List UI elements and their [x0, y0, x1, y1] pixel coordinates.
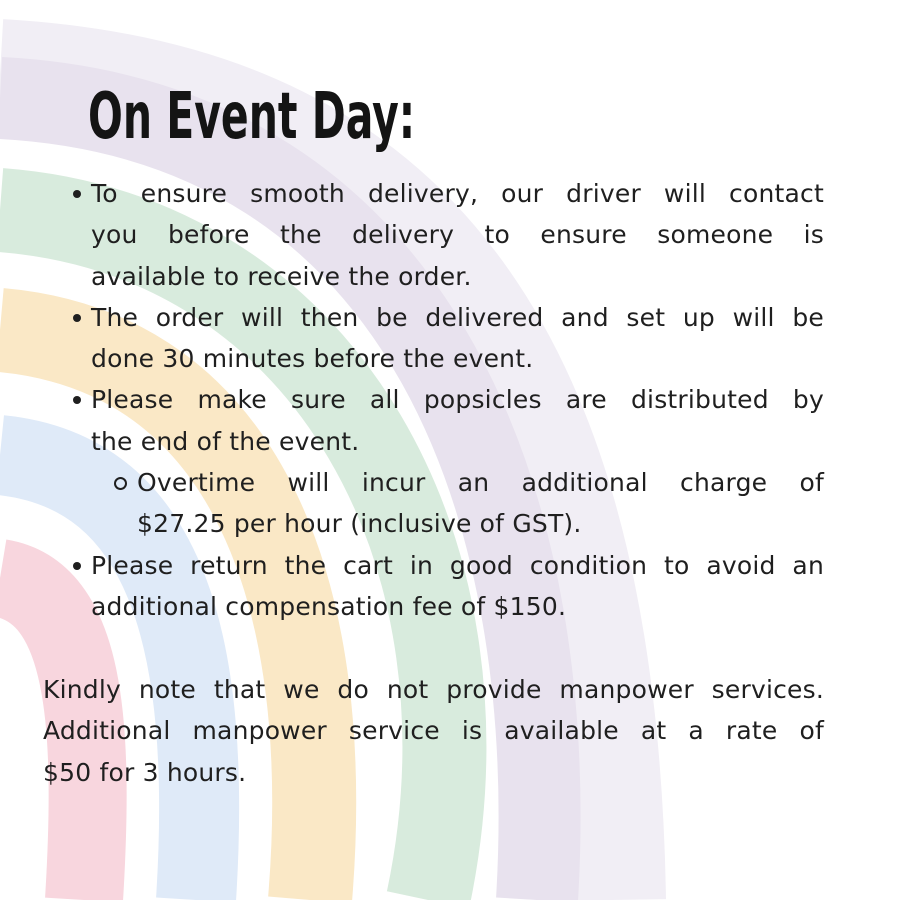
- footer-note-line: Additional manpower service is available at a rate of: [43, 716, 824, 746]
- list-item-line: additional compensation fee of $150.: [91, 591, 567, 621]
- footer-note: [43, 669, 824, 793]
- list-item-line: available to receive the order.: [91, 261, 472, 291]
- list-item: [43, 379, 824, 462]
- list-item-line: done 30 minutes before the event.: [91, 344, 534, 374]
- list-item-line: Please make sure all popsicles are distributed by: [91, 385, 824, 415]
- bullet-list: [43, 173, 824, 627]
- sub-list-item: [43, 462, 824, 545]
- list-item-line: $27.25 per hour (inclusive of GST).: [137, 509, 582, 539]
- bullet-circle-icon: [114, 477, 127, 490]
- list-item: [43, 297, 824, 380]
- bullet-dot-icon: [73, 314, 81, 322]
- list-item: [43, 173, 824, 297]
- list-item-line: To ensure smooth delivery, our driver will contact: [91, 179, 824, 208]
- page-title: On Event Day:: [88, 80, 416, 154]
- list-item-line: Please return the cart in good condition to avoid an: [91, 550, 824, 580]
- footer-note-line: Kindly note that we do not provide manpower services.: [43, 675, 824, 704]
- list-item-line: The order will then be delivered and set up will be: [91, 302, 824, 332]
- list-item-line: you before the delivery to ensure someone is: [91, 220, 824, 250]
- bullet-dot-icon: [73, 190, 81, 198]
- bullet-dot-icon: [73, 396, 81, 404]
- list-item-line: Overtime will incur an additional charge of: [137, 468, 824, 498]
- bullet-dot-icon: [73, 562, 81, 570]
- list-item: [43, 545, 824, 628]
- footer-note-line: $50 for 3 hours.: [43, 757, 247, 787]
- list-item-line: the end of the event.: [91, 426, 360, 456]
